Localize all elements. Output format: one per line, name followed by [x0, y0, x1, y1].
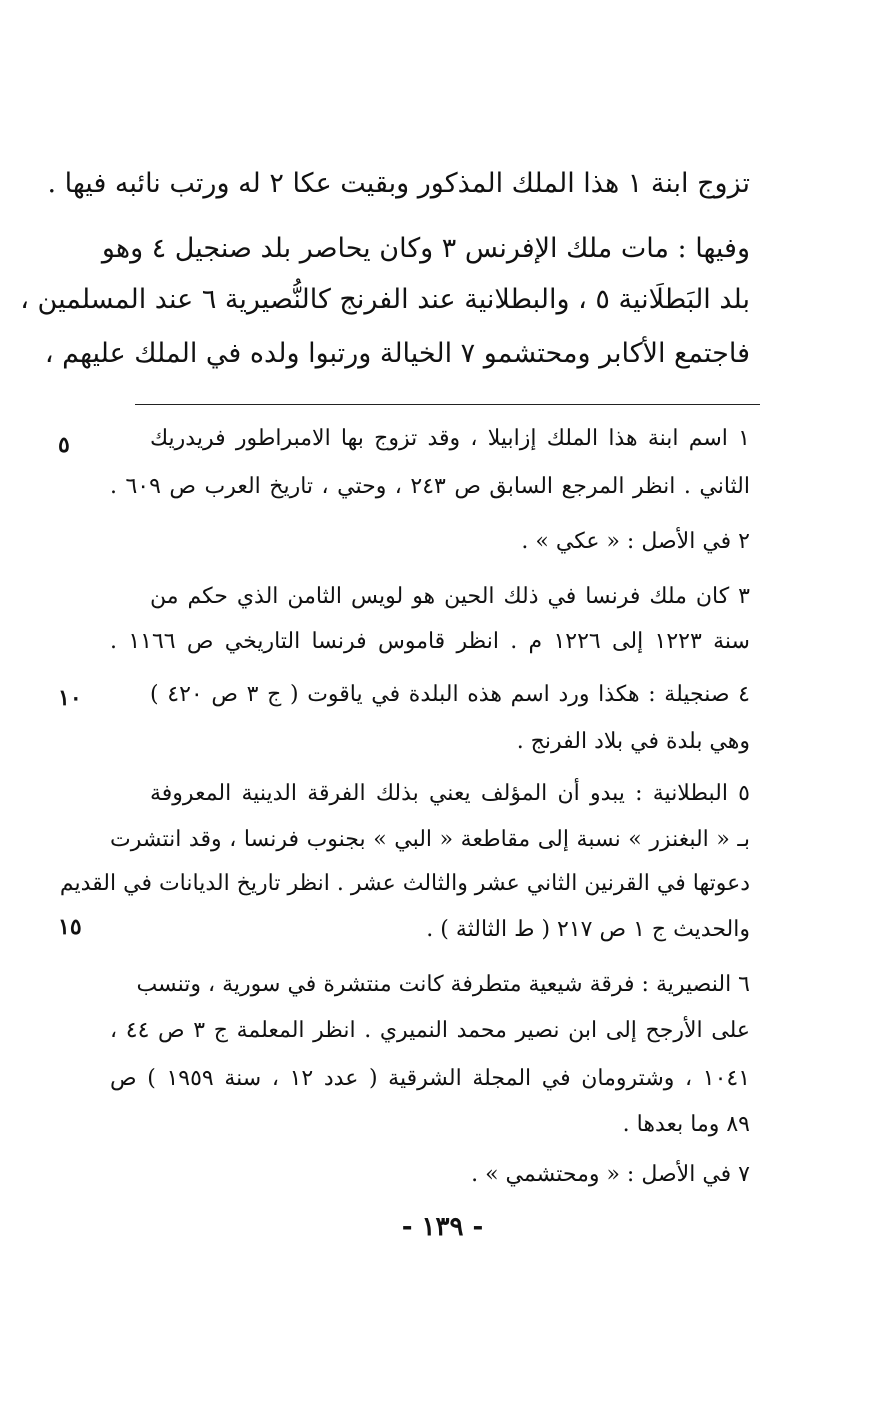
footnote-line: دعوتها في القرنين الثاني عشر والثالث عشر . انظر تاريخ الديانات في القديم — [59, 871, 750, 896]
footnote-line: ١٠٤١ ، وشترومان في المجلة الشرقية ( عدد ١٢ ، سنة ١٩٥٩ ) ص — [110, 1066, 751, 1091]
main-text-line: تزوج ابنة ١ هذا الملك المذكور وبقيت عكا ٢ له ورتب نائبه فيها . — [47, 168, 750, 199]
line-number-marker: ٥ — [58, 432, 70, 458]
footnote-line: ٥ البطلانية : يبدو أن المؤلف يعني بذلك الفرقة الدينية المعروفة — [150, 781, 750, 806]
main-text-line: بلد البَطلَانية ٥ ، والبطلانية عند الفرنج كالنُّصيرية ٦ عند المسلمين ، — [20, 284, 750, 315]
page-number: - ١٣٩ - — [401, 1212, 484, 1242]
main-text-line: فاجتمع الأكابر ومحتشمو ٧ الخيالة ورتبوا ولده في الملك عليهم ، — [44, 338, 750, 369]
footnote-line: سنة ١٢٢٣ إلى ١٢٢٦ م . انظر قاموس فرنسا التاريخي ص ١١٦٦ . — [110, 629, 750, 654]
footnote-line: ٤ صنجيلة : هكذا ورد اسم هذه البلدة في ياقوت ( ج ٣ ص ٤٢٠ ) — [150, 682, 750, 707]
footnote-line: ٣ كان ملك فرنسا في ذلك الحين هو لويس الثامن الذي حكم من — [150, 584, 750, 609]
footnote-line: ٧ في الأصل : « ومحتشمي » . — [471, 1162, 750, 1187]
footnote-line: على الأرجح إلى ابن نصير محمد النميري . انظر المعلمة ج ٣ ص ٤٤ ، — [110, 1018, 751, 1043]
footnote-line: ١ اسم ابنة هذا الملك إزابيلا ، وقد تزوج بها الامبراطور فريدريك — [150, 426, 750, 451]
footnote-line: الثاني . انظر المرجع السابق ص ٢٤٣ ، وحتي ، تاريخ العرب ص ٦٠٩ . — [110, 474, 750, 499]
footnote-line: وهي بلدة في بلاد الفرنج . — [516, 729, 750, 754]
main-text-line: وفيها : مات ملك الإفرنس ٣ وكان يحاصر بلد صنجيل ٤ وهو — [101, 233, 750, 264]
footnote-line: ٢ في الأصل : « عكي » . — [521, 529, 750, 554]
footnote-line: بـ « البغنزر » نسبة إلى مقاطعة « البي » بجنوب فرنسا ، وقد انتشرت — [110, 827, 750, 852]
footnote-separator — [135, 404, 760, 405]
line-number-marker: ١٥ — [58, 914, 82, 940]
footnote-line: ٨٩ وما بعدها . — [622, 1112, 750, 1137]
footnote-line: ٦ النصيرية : فرقة شيعية متطرفة كانت منتشرة في سورية ، وتنسب — [136, 972, 750, 997]
footnote-line: والحديث ج ١ ص ٢١٧ ( ط الثالثة ) . — [426, 917, 750, 942]
line-number-marker: ١٠ — [58, 685, 82, 711]
